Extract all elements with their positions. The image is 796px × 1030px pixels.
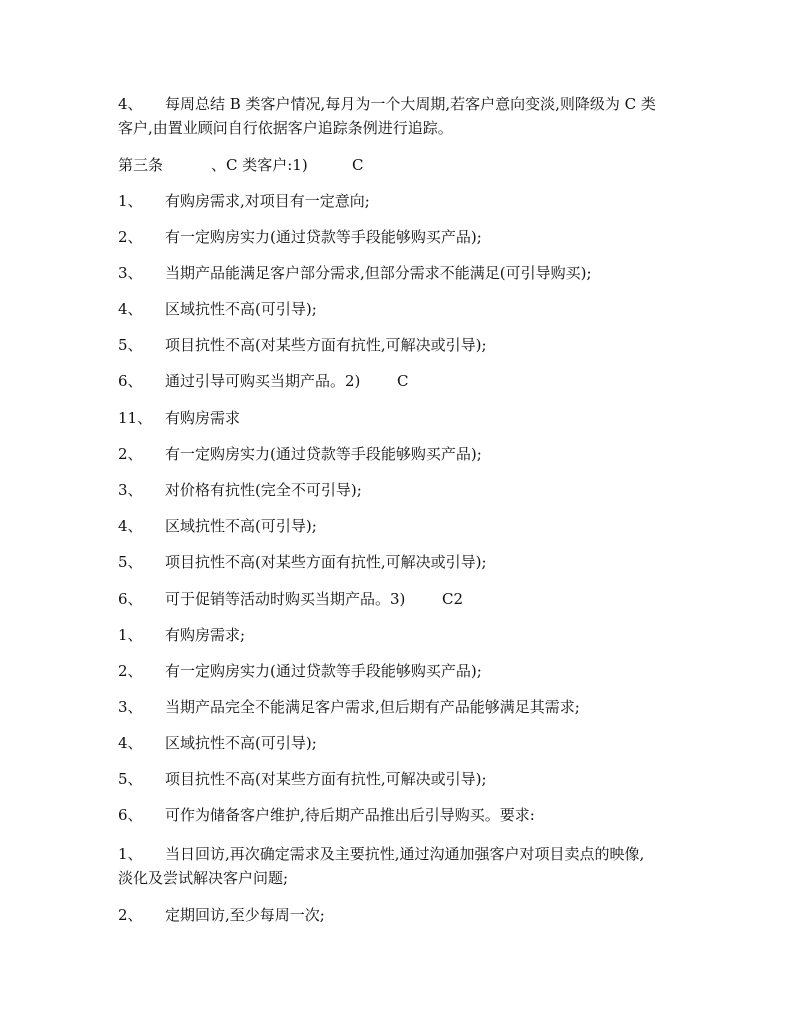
item-text: 区域抗性不高(可引导);	[165, 300, 317, 318]
item-number: 6、	[118, 372, 143, 390]
item-text: 项目抗性不高(对某些方面有抗性,可解决或引导);	[165, 336, 487, 354]
item-number: 3、	[118, 481, 143, 499]
item-text: 区域抗性不高(可引导);	[165, 517, 317, 535]
item-number: 4、	[118, 300, 143, 318]
item-number: 6、	[118, 806, 143, 824]
article-title: 第三条	[118, 156, 164, 174]
item-number: 4、	[118, 517, 143, 535]
paragraph-line-1: 每周总结 B 类客户情况,每月为一个大周期,若客户意向变淡,则降级为 C 类	[165, 95, 656, 113]
item-number: 2、	[118, 445, 143, 463]
item-text: 有一定购房实力(通过贷款等手段能够购买产品);	[165, 228, 482, 246]
item-number: 1、	[118, 626, 143, 644]
article-tail: C	[352, 156, 364, 174]
item-number: 2、	[118, 662, 143, 680]
item-number: 6、	[118, 590, 143, 608]
item-tail: C	[397, 372, 409, 390]
item-text: 当期产品能满足客户部分需求,但部分需求不能满足(可引导购买);	[165, 264, 592, 282]
item-text: 有购房需求	[165, 409, 241, 427]
item-number: 11、	[118, 409, 153, 427]
item-number: 3、	[118, 264, 143, 282]
item-text: 项目抗性不高(对某些方面有抗性,可解决或引导);	[165, 553, 487, 571]
item-number: 5、	[118, 553, 143, 571]
item-number: 2、	[118, 906, 143, 924]
article-3-heading	[118, 155, 364, 175]
item-text: 项目抗性不高(对某些方面有抗性,可解决或引导);	[165, 770, 487, 788]
requirement-item	[118, 842, 678, 890]
item-tail: C2	[442, 590, 464, 608]
item-text: 可作为储备客户维护,待后期产品推出后引导购买。要求:	[165, 806, 535, 824]
item-number: 4、	[118, 95, 143, 113]
item-text: 对价格有抗性(完全不可引导);	[165, 481, 362, 499]
item-number: 5、	[118, 336, 143, 354]
item-text: 定期回访,至少每周一次;	[165, 906, 325, 924]
paragraph-line-2: 客户,由置业顾问自行依据客户追踪条例进行追踪。	[118, 119, 453, 137]
item-text: 有一定购房实力(通过贷款等手段能够购买产品);	[165, 445, 482, 463]
item-text: 当期产品完全不能满足客户需求,但后期有产品能够满足其需求;	[165, 698, 580, 716]
item-number: 4、	[118, 734, 143, 752]
item-number: 1、	[118, 845, 143, 863]
item-number: 1、	[118, 192, 143, 210]
requirement-line-1: 当日回访,再次确定需求及主要抗性,通过沟通加强客户对项目卖点的映像,	[165, 845, 645, 863]
requirement-line-2: 淡化及尝试解决客户问题;	[118, 869, 289, 887]
item-text: 有购房需求;	[165, 626, 246, 644]
item-text: 通过引导可购买当期产品。2)	[165, 372, 361, 390]
item-number: 5、	[118, 770, 143, 788]
item-text: 有一定购房实力(通过贷款等手段能够购买产品);	[165, 662, 482, 680]
article-subtitle: 、C 类客户:1)	[211, 156, 308, 174]
item-text: 有购房需求,对项目有一定意向;	[165, 192, 370, 210]
item-text: 区域抗性不高(可引导);	[165, 734, 317, 752]
item-number: 3、	[118, 698, 143, 716]
item-number: 2、	[118, 228, 143, 246]
paragraph-b-class-summary	[118, 92, 678, 140]
item-text: 可于促销等活动时购买当期产品。3)	[165, 590, 406, 608]
